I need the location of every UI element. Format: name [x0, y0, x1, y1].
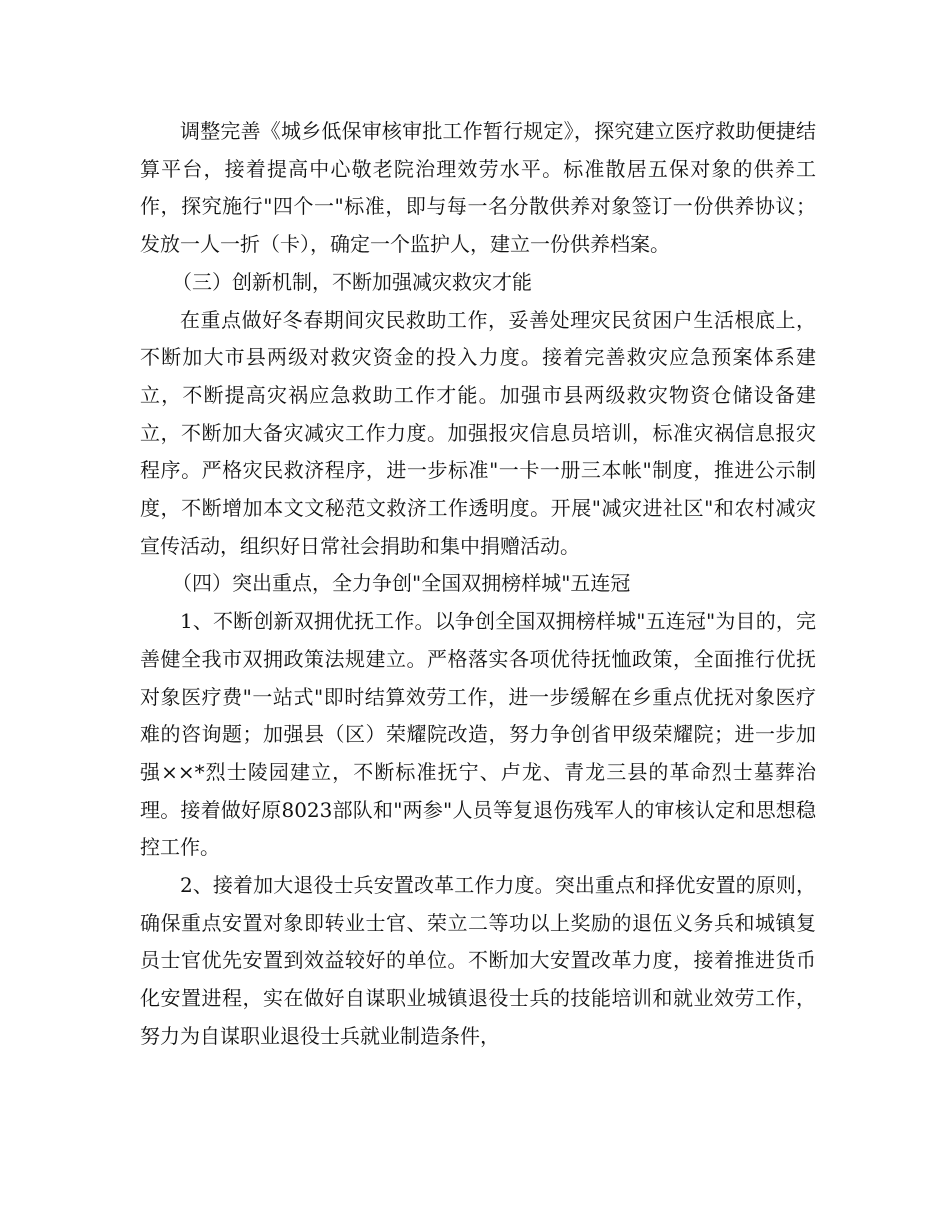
paragraph-support-army: 1、不断创新双拥优抚工作。以争创全国双拥榜样城"五连冠"为目的，完善健全我市双拥政策法规建立。严格落实各项优待抚恤政策，全面推行优抚对象医疗费"一站式"即时结算效劳工作，进一步缓解在乡重点优抚对象医疗难的咨询题；加强县（区）荣耀院改造，努力争创省甲级荣耀院；进一步加强××*烈士陵园建立，不断标准抚宁、卢龙、青龙三县的革命烈士墓葬治理。接着做好原8023部队和"两参"人员等复退伤残军人的审核认定和思想稳控工作。 [140, 609, 816, 860]
document-body [140, 113, 816, 1056]
paragraph-welfare: 调整完善《城乡低保审核审批工作暂行规定》，探究建立医疗救助便捷结算平台，接着提高中心敬老院治理效劳水平。标准散居五保对象的供养工作，探究施行"四个一"标准，即与每一名分散供养对象签订一份供养协议；发放一人一折（卡），确定一个监护人，建立一份供养档案。 [140, 119, 816, 257]
section-heading-3: （三）创新机制，不断加强减灾救灾才能 [172, 269, 532, 294]
section-heading-4: （四）突出重点，全力争创"全国双拥榜样城"五连冠 [172, 571, 631, 596]
paragraph-veteran-placement: 2、接着加大退役士兵安置改革工作力度。突出重点和择优安置的原则，确保重点安置对象即转业士官、荣立二等功以上奖励的退伍义务兵和城镇复员士官优先安置到效益较好的单位。不断加大安置改革力度，接着推进货币化安置进程，实在做好自谋职业城镇退役士兵的技能培训和就业效劳工作，努力为自谋职业退役士兵就业制造条件， [140, 873, 816, 1048]
paragraph-disaster-relief: 在重点做好冬春期间灾民救助工作，妥善处理灾民贫困户生活根底上，不断加大市县两级对救灾资金的投入力度。接着完善救灾应急预案体系建立，不断提高灾祸应急救助工作才能。加强市县两级救灾物资仓储设备建立，不断加大备灾减灾工作力度。加强报灾信息员培训，标准灾祸信息报灾程序。严格灾民救济程序，进一步标准"一卡一册三本帐"制度，推进公示制度，不断增加本文文秘范文救济工作透明度。开展"减灾进社区"和农村减灾宣传活动，组织好日常社会捐助和集中捐赠活动。 [140, 307, 816, 558]
